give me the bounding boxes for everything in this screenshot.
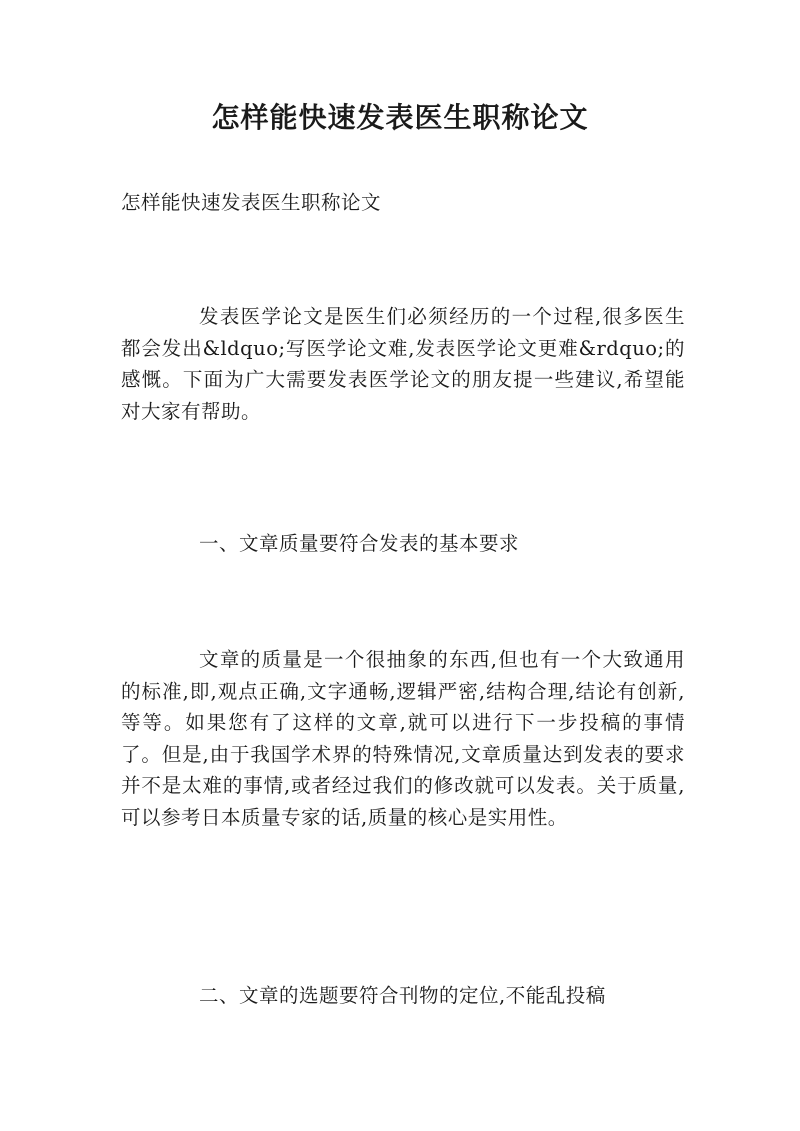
section-heading-1: 一、文章质量要符合发表的基本要求 [199,532,520,555]
quality-paragraph: 文章的质量是一个很抽象的东西,但也有一个大致通用的标准,即,观点正确,文字通畅,逻辑严密,结构合理,结论有创新,等等。如果您有了这样的文章,就可以进行下一步投稿的事情了。但是,由于我国学术界的特殊情况,文章质量达到发表的要求并不是太难的事情,或者经过我们的修改就可以发表。关于质量,可以参考日本质量专家的话,质量的核心是实用性。 [121,648,685,829]
section-heading-2: 二、文章的选题要符合刊物的定位,不能乱投稿 [199,984,606,1007]
intro-paragraph: 发表医学论文是医生们必须经历的一个过程,很多医生都会发出&ldquo;写医学论文难,发表医学论文更难&rdquo;的感慨。下面为广大需要发表医学论文的朋友提一些建议,希望能对大家有帮助。 [121,305,685,423]
document-subtitle: 怎样能快速发表医生职称论文 [121,191,382,214]
document-title: 怎样能快速发表医生职称论文 [211,101,589,134]
